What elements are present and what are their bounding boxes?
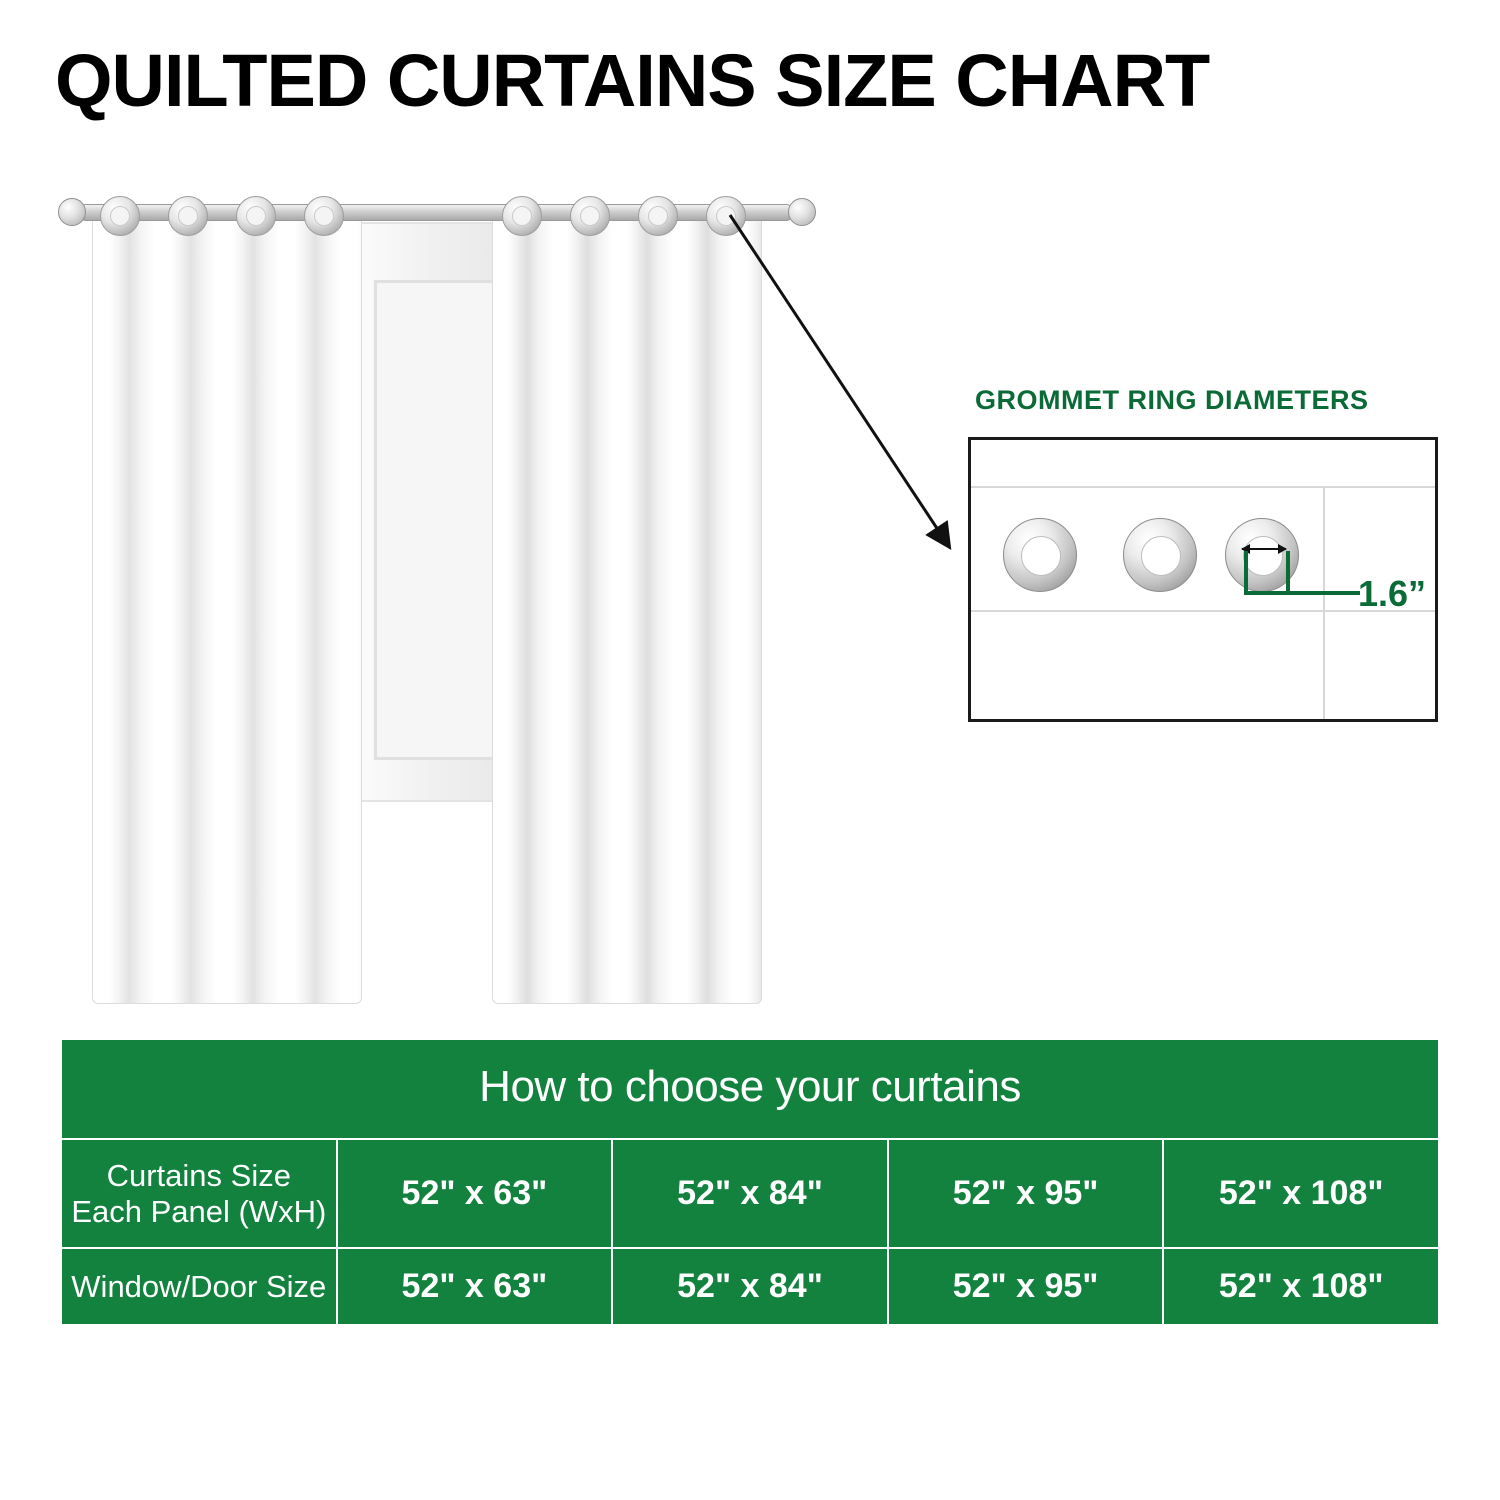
grommet-ring-icon [1003,518,1077,592]
callout-seam-top [971,486,1435,488]
grommet-icon [304,196,344,236]
diameter-arrow-icon [1242,548,1286,550]
grommet-icon [100,196,140,236]
grommet-callout-heading: GROMMET RING DIAMETERS [975,385,1369,415]
window-size-value: 52" x 63" [337,1248,613,1325]
curtain-size-value: 52" x 84" [612,1139,888,1248]
grommet-icon [502,196,542,236]
table-row [61,1139,1439,1248]
grommet-diameter-label: 1.6” [1358,573,1427,614]
window-inner-frame [374,280,498,760]
grommet-icon [236,196,276,236]
curtain-illustration [40,160,880,1020]
rod-finial-left-icon [58,198,86,226]
curtain-fabric-left [92,220,362,1004]
curtain-panel-left [92,204,362,1004]
curtain-size-value: 52" x 63" [337,1139,613,1248]
curtain-panel-right [492,204,762,1004]
grommet-icon [168,196,208,236]
row-label-window-door-size: Window/Door Size [61,1248,337,1325]
grommet-ring-icon [1123,518,1197,592]
curtain-size-value: 52" x 108" [1163,1139,1439,1248]
table-header-row [61,1039,1439,1139]
row-label-curtains-size: Curtains Size Each Panel (WxH) [61,1139,337,1248]
page-title: QUILTED CURTAINS SIZE CHART [55,39,1210,122]
grommet-icon [570,196,610,236]
grommet-ring-icon [1225,518,1299,592]
rod-finial-right-icon [788,198,816,226]
table-row [61,1248,1439,1325]
window-graphic [358,222,514,802]
curtain-size-value: 52" x 95" [888,1139,1164,1248]
window-size-value: 52" x 95" [888,1248,1164,1325]
grommet-icon [706,196,746,236]
window-size-value: 52" x 84" [612,1248,888,1325]
window-size-value: 52" x 108" [1163,1248,1439,1325]
grommet-icon [638,196,678,236]
size-chart-table [60,1038,1440,1326]
callout-vertical-seam [1323,488,1325,719]
table-header-title: How to choose your curtains [61,1039,1439,1139]
curtain-fabric-right [492,220,762,1004]
